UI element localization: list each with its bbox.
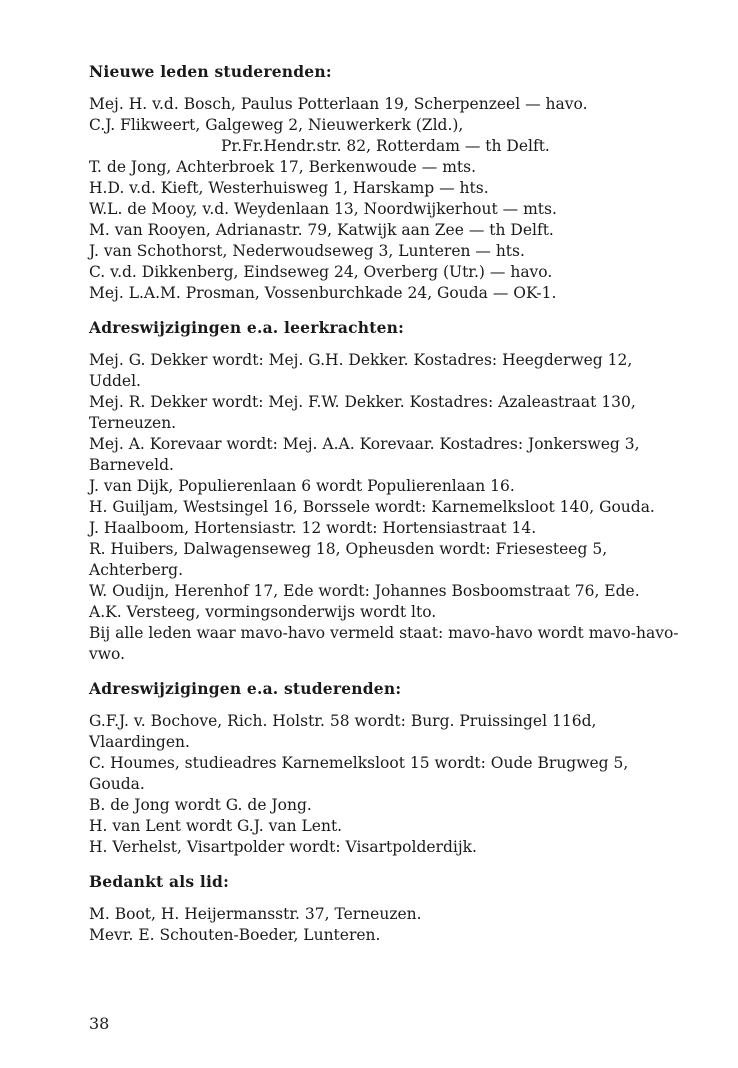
address-change-entry: Bij alle leden waar mavo-havo vermeld staat: mavo-havo wordt mavo-havo-vwo. [89, 624, 679, 663]
section-resigned-members [89, 872, 689, 946]
address-change-entry: Mej. G. Dekker wordt: Mej. G.H. Dekker. Kostadres: Heegderweg 12, Uddel. [89, 351, 633, 390]
section-teacher-address-changes [89, 318, 689, 665]
member-entry: Mej. H. v.d. Bosch, Paulus Potterlaan 19, Scherpenzeel — havo. [89, 95, 588, 113]
member-entry: H.D. v.d. Kieft, Westerhuisweg 1, Harskamp — hts. [89, 179, 489, 197]
member-entry: C.J. Flikweert, Galgeweg 2, Nieuwerkerk (Zld.), [89, 116, 464, 134]
address-change-entry: H. Guiljam, Westsingel 16, Borssele wordt: Karnemelksloot 140, Gouda. [89, 498, 655, 516]
section-heading: Adreswijzigingen e.a. leerkrachten: [89, 318, 405, 337]
section-heading: Bedankt als lid: [89, 872, 229, 891]
resigned-member-entry: M. Boot, H. Heijermansstr. 37, Terneuzen. [89, 905, 422, 923]
section-heading: Adreswijzigingen e.a. studerenden: [89, 679, 402, 698]
address-change-entry: J. van Dijk, Populierenlaan 6 wordt Populierenlaan 16. [89, 477, 515, 495]
address-change-entry: H. Verhelst, Visartpolder wordt: Visartpolderdijk. [89, 838, 477, 856]
address-change-entry: R. Huibers, Dalwagenseweg 18, Opheusden wordt: Friesesteeg 5, Achterberg. [89, 540, 608, 579]
member-entry: M. van Rooyen, Adrianastr. 79, Katwijk aan Zee — th Delft. [89, 221, 554, 239]
address-change-entry: B. de Jong wordt G. de Jong. [89, 796, 312, 814]
member-entry: J. van Schothorst, Nederwoudseweg 3, Lunteren — hts. [89, 242, 525, 260]
member-entry-continued: Pr.Fr.Hendr.str. 82, Rotterdam — th Delft. [221, 137, 550, 155]
member-entry: C. v.d. Dikkenberg, Eindseweg 24, Overberg (Utr.) — havo. [89, 263, 553, 281]
address-change-entry: Mej. A. Korevaar wordt: Mej. A.A. Korevaar. Kostadres: Jonkersweg 3, Barneveld. [89, 435, 640, 474]
address-change-entry: Mej. R. Dekker wordt: Mej. F.W. Dekker. Kostadres: Azaleastraat 130, Terneuzen. [89, 393, 636, 432]
address-change-entry: C. Houmes, studieadres Karnemelksloot 15 wordt: Oude Brugweg 5, Gouda. [89, 754, 629, 793]
section-heading: Nieuwe leden studerenden: [89, 62, 332, 81]
member-entry: T. de Jong, Achterbroek 17, Berkenwoude — mts. [89, 158, 477, 176]
document-body [89, 62, 689, 960]
member-entry: W.L. de Mooy, v.d. Weydenlaan 13, Noordwijkerhout — mts. [89, 200, 557, 218]
address-change-entry: H. van Lent wordt G.J. van Lent. [89, 817, 343, 835]
address-change-entry: J. Haalboom, Hortensiastr. 12 wordt: Hortensiastraat 14. [89, 519, 537, 537]
section-new-student-members [89, 62, 689, 304]
section-student-address-changes [89, 679, 689, 858]
member-entry: Mej. L.A.M. Prosman, Vossenburchkade 24, Gouda — OK-1. [89, 284, 557, 302]
page-number: 38 [89, 1014, 110, 1033]
address-change-entry: W. Oudijn, Herenhof 17, Ede wordt: Johannes Bosboomstraat 76, Ede. [89, 582, 640, 600]
address-change-entry: A.K. Versteeg, vormingsonderwijs wordt lto. [89, 603, 437, 621]
address-change-entry: G.F.J. v. Bochove, Rich. Holstr. 58 wordt: Burg. Pruissingel 116d, Vlaardingen. [89, 712, 597, 751]
resigned-member-entry: Mevr. E. Schouten-Boeder, Lunteren. [89, 926, 381, 944]
